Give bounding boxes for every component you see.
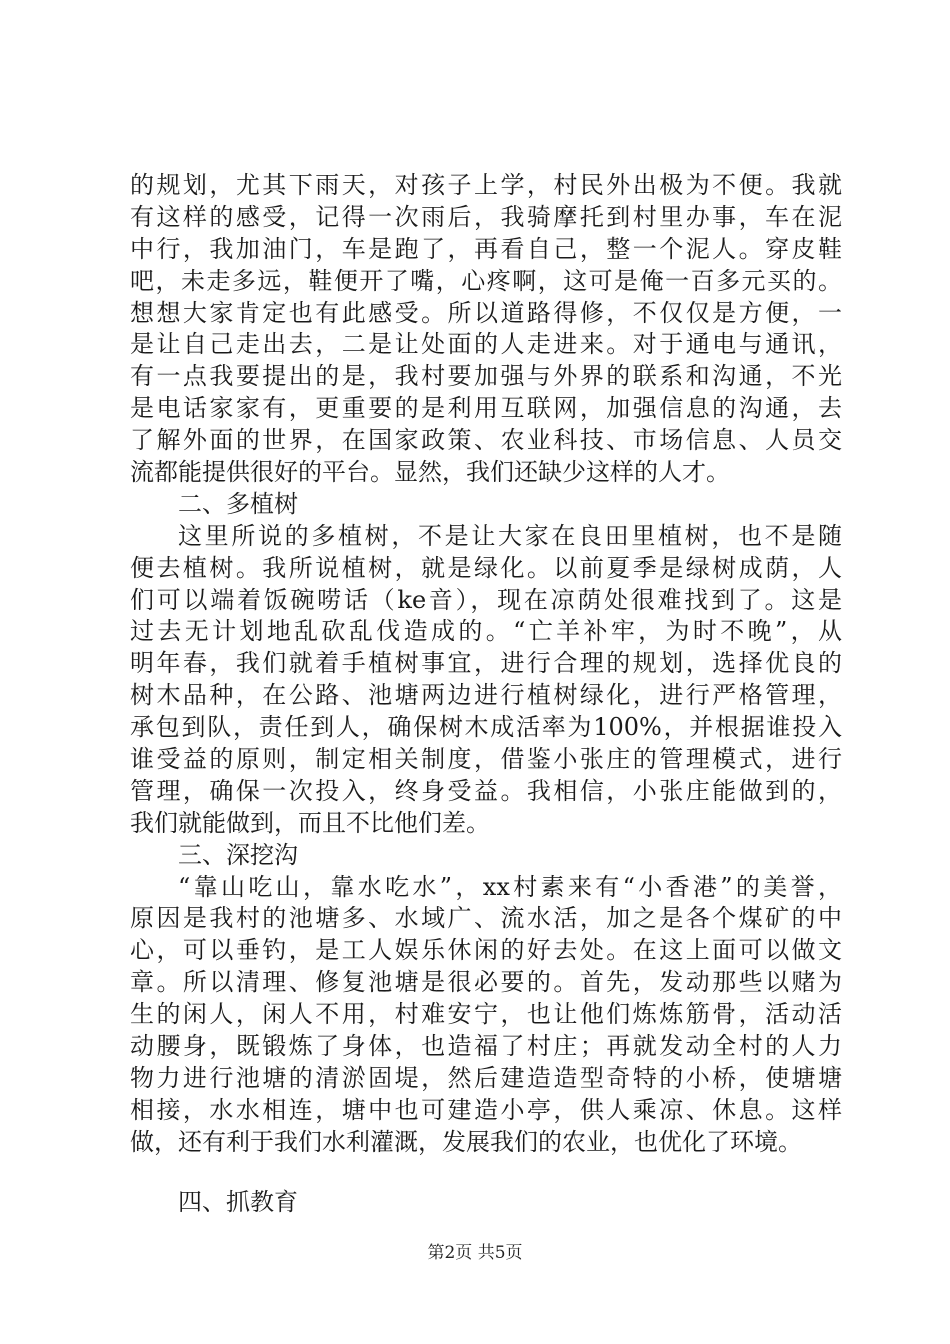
paragraph-2-line: 谁受益的原则，制定相关制度，借鉴小张庄的管理模式，进行 [130,745,842,774]
paragraph-2-line: 便去植树。我所说植树，就是绿化。以前夏季是绿树成荫，人 [130,553,842,582]
paragraph-1-line: 的规划，尤其下雨天，对孩子上学，村民外出极为不便。我就 [130,171,842,199]
paragraph-3-line: 做，还有利于我们水利灌溉，发展我们的农业，也优化了环境。 [130,1127,802,1156]
paragraph-3-line: 相接，水水相连，塘中也可建造小亭，供人乘凉、休息。这样 [130,1095,842,1124]
paragraph-1-line: 了解外面的世界，在国家政策、农业科技、市场信息、人员交 [130,426,842,455]
section-heading-education: 四、抓教育 [178,1187,298,1216]
paragraph-2-line: 过去无计划地乱砍乱伐造成的。“亡羊补牢，为时不晚”，从 [130,617,842,646]
paragraph-1-line: 想想大家肯定也有此感受。所以道路得修，不仅仅是方便，一 [130,298,842,327]
paragraph-3-line: 物力进行池塘的清淤固堤，然后建造造型奇特的小桥，使塘塘 [130,1063,842,1092]
paragraph-2-line: 我们就能做到，而且不比他们差。 [130,808,490,837]
paragraph-3-line: “靠山吃山，靠水吃水”，xx村素来有“小香港”的美誉， [178,872,842,901]
paragraph-1-line: 是电话家家有，更重要的是利用互联网，加强信息的沟通，去 [130,394,842,423]
paragraph-3-line: 章。所以清理、修复池塘是很必要的。首先，发动那些以赌为 [130,968,842,997]
paragraph-3-line: 原因是我村的池塘多、水域广、流水活，加之是各个煤矿的中 [130,904,842,933]
paragraph-2-line: 这里所说的多植树，不是让大家在良田里植树，也不是随 [178,521,842,550]
document-body [130,170,842,1219]
paragraph-1-line: 流都能提供很好的平台。显然，我们还缺少这样的人才。 [130,458,730,487]
paragraph-2-line: 管理，确保一次投入，终身受益。我相信，小张庄能做到的， [130,776,842,805]
paragraph-1-line: 吧，未走多远，鞋便开了嘴，心疼啊，这可是俺一百多元买的。 [130,266,842,295]
paragraph-1-line: 有一点我要提出的是，我村要加强与外界的联系和沟通，不光 [130,362,842,391]
paragraph-spacer [130,1159,842,1187]
section-heading-ditches: 三、深挖沟 [178,840,298,869]
paragraph-3-line: 动腰身，既锻炼了身体，也造福了村庄；再就发动全村的人力 [130,1032,842,1061]
paragraph-2-line: 们可以端着饭碗唠话（ke音），现在凉荫处很难找到了。这是 [130,585,842,614]
paragraph-2-line: 明年春，我们就着手植树事宜，进行合理的规划，选择优良的 [130,649,842,678]
page-number-footer: 第2页 共5页 [427,1243,523,1263]
paragraph-3-line: 生的闲人，闲人不用，村难安宁，也让他们炼炼筋骨，活动活 [130,1000,842,1029]
paragraph-1-line: 中行，我加油门，车是跑了，再看自己，整一个泥人。穿皮鞋 [130,234,842,263]
paragraph-2-line: 承包到队，责任到人，确保树木成活率为100%，并根据谁投入 [130,713,842,742]
paragraph-3-line: 心，可以垂钓，是工人娱乐休闲的好去处。在这上面可以做文 [130,936,842,965]
paragraph-1-line: 有这样的感受，记得一次雨后，我骑摩托到村里办事，车在泥 [130,202,842,231]
paragraph-2-line: 树木品种，在公路、池塘两边进行植树绿化，进行严格管理， [130,681,842,710]
paragraph-1-line: 是让自己走出去，二是让处面的人走进来。对于通电与通讯， [130,330,842,359]
section-heading-planting: 二、多植树 [178,489,298,518]
